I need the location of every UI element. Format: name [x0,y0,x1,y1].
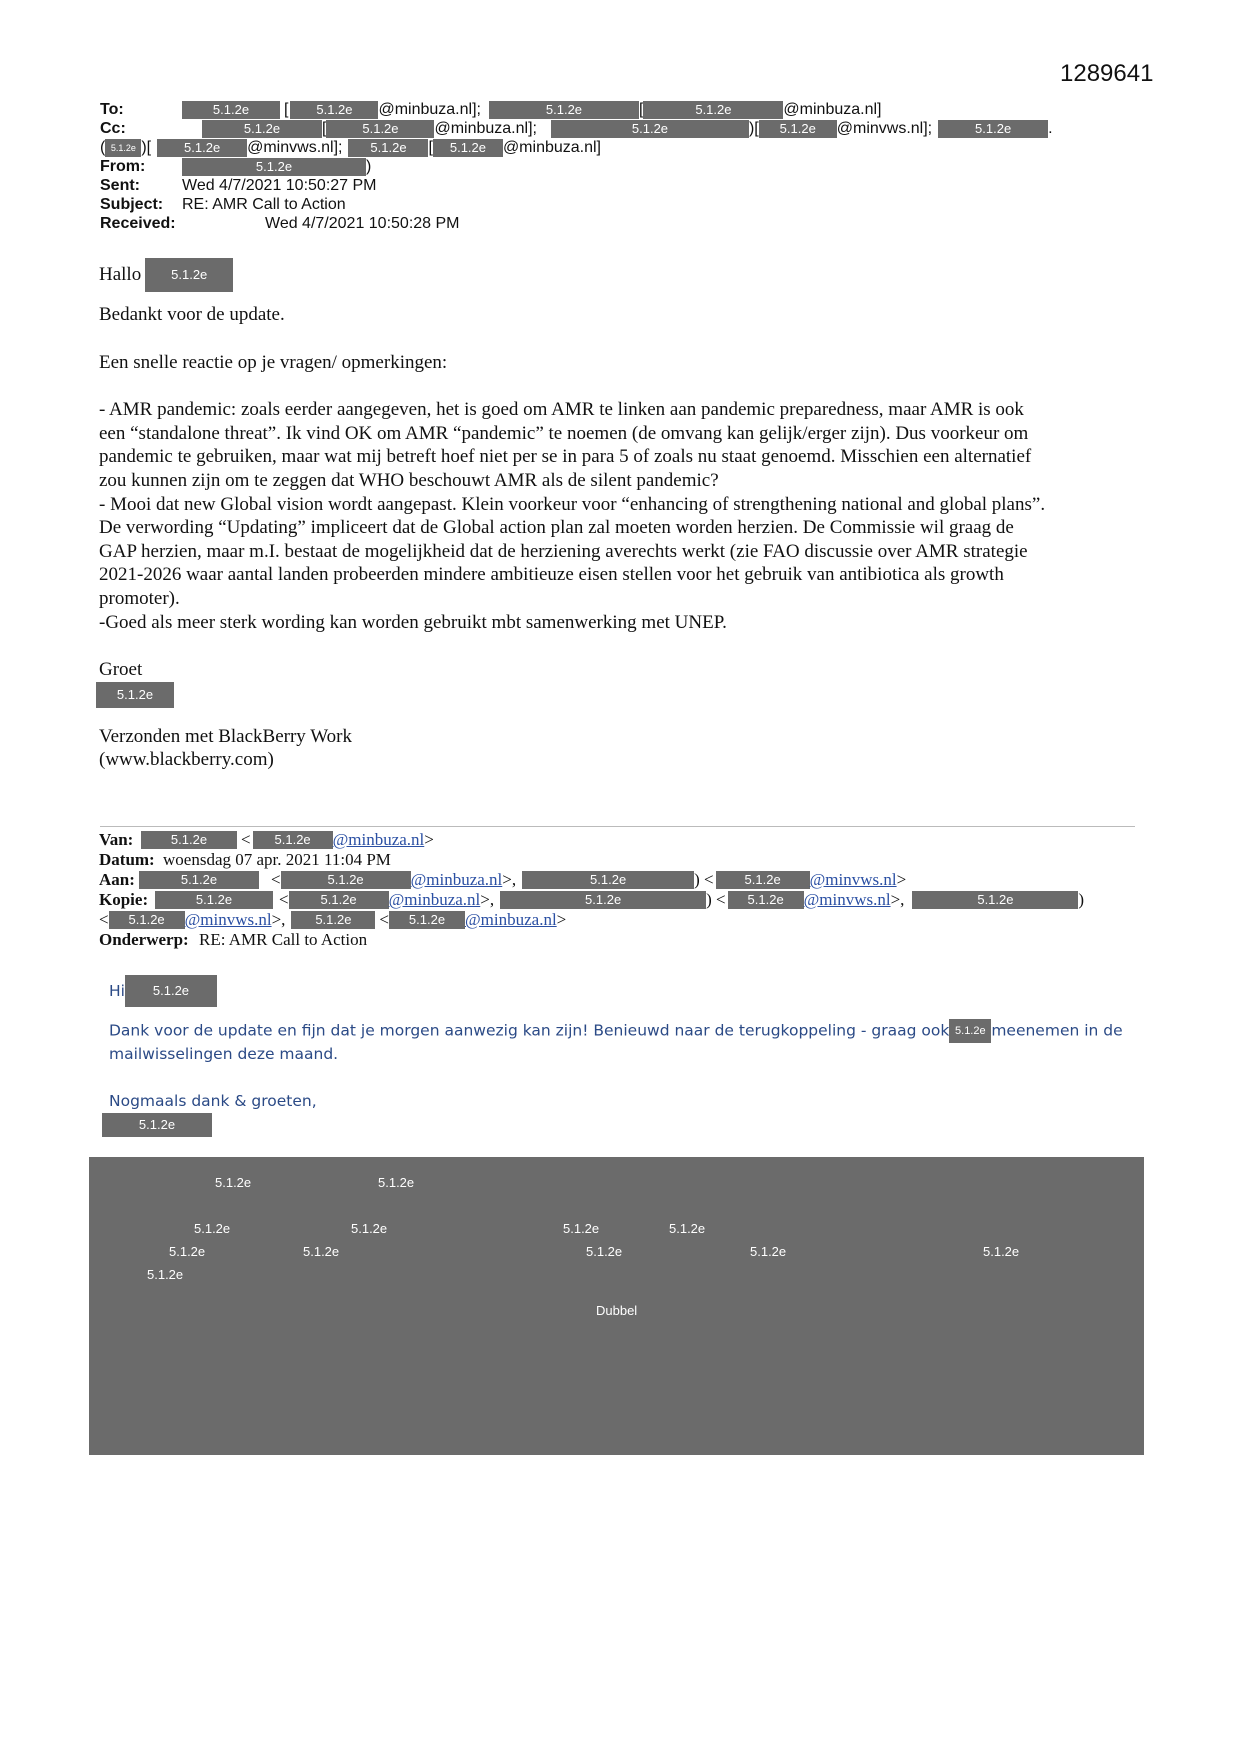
bullet2-line5: promoter). [99,587,180,609]
gt-text: > [424,830,434,849]
redaction: 5.1.2e [433,139,503,157]
email-domain: @minvws.nl]; [836,119,933,137]
closing-line: Groet [99,659,143,681]
quoted-message [109,975,1129,1137]
bullet1-line1: - AMR pandemic: zoals eerder aangegeven, het is goed om AMR te linken aan pandemic preparedness, maar AMR is ook [99,399,1024,421]
quoted-greeting: Hi [109,981,125,1000]
quoted-line1-start: Dank voor de update en fijn dat je morgen aanwezig kan zijn! Benieuwd naar de terugkoppeling - graag ook [109,1021,950,1040]
redaction-label: 5.1.2e [303,1244,340,1259]
redaction: 5.1.2e [145,258,233,292]
lt-text: < [379,910,389,929]
redaction-label: 5.1.2e [563,1221,600,1236]
redaction-label: 5.1.2e [215,1175,252,1190]
email-domain: @minbuza.nl] [502,138,601,156]
divider [100,826,1135,827]
bullet1-line3: pandemic te gebruiken, maar wat mij betreft hoef niet per se in para 5 of zoals nu staat genoemd. Misschien een alternatief [99,446,1032,468]
redaction: 5.1.2e [139,871,259,889]
kopie-label: Kopie: [99,890,149,909]
redaction: 5.1.2e [105,139,141,157]
email-link[interactable]: @minbuza.nl [332,830,425,849]
redaction: 5.1.2e [716,871,810,889]
onderwerp-row [99,930,1149,950]
sent-label: Sent: [100,176,140,194]
redaction: 5.1.2e [125,975,217,1007]
redaction: 5.1.2e [102,1113,212,1137]
redaction-label: 5.1.2e [750,1244,787,1259]
redaction: 5.1.2e [289,891,389,909]
cc-label: Cc: [100,119,126,137]
paren-text: ) [1078,890,1085,909]
bracket-text: [ [638,100,644,118]
redaction-label: 5.1.2e [351,1221,388,1236]
redaction: 5.1.2e [253,831,333,849]
redaction: 5.1.2e [202,120,322,138]
bullet1-line2: een “standalone threat”. Ik vind OK om AMR “pandemic” te noemen (de omvang kan gelijk/erger zijn). Dus voorkeur om [99,422,1029,444]
bracket-text: [ [322,119,327,137]
dubbel-label: Dubbel [596,1303,638,1318]
email-header [100,100,1100,233]
redaction: 5.1.2e [389,911,465,929]
quoted-closing: Nogmaals dank & groeten, [109,1092,317,1110]
datum-label: Datum: [99,850,155,869]
redaction: 5.1.2e [522,871,694,889]
email-domain: @minbuza.nl]; [434,119,537,137]
sent-value: Wed 4/7/2021 10:50:27 PM [182,176,377,194]
email-domain: @minbuza.nl]; [378,100,481,118]
email-link[interactable]: @minbuza.nl [388,890,481,909]
bullet2-line4: 2021-2026 waar aantal landen probeerden mindere ambitieuze eisen stellen voor het gebruik van antibiotica als growth [99,564,1004,586]
redaction: 5.1.2e [500,891,706,909]
greeting-line [99,258,1139,292]
redaction: 5.1.2e [291,911,375,929]
van-row [99,830,1149,850]
bracket-text: [ [284,100,289,118]
email-link[interactable]: @minvws.nl [184,910,272,929]
quoted-line1 [109,1019,1129,1043]
quoted-greeting-line [109,975,1129,1007]
aan-label: Aan: [99,870,135,889]
redaction: 5.1.2e [326,120,434,138]
paren-text: ( [100,138,106,156]
bullet3-line: -Goed als meer sterk wording kan worden gebruikt mbt samenwerking met UNEP. [99,611,727,633]
redaction-label: 5.1.2e [586,1244,623,1259]
aan-row [99,870,1149,890]
thanks-line: Bedankt voor de update. [99,304,285,325]
redaction: 5.1.2e [348,139,428,157]
onderwerp-label: Onderwerp: [99,930,189,949]
redaction-label: 5.1.2e [169,1244,206,1259]
redaction: 5.1.2e [643,101,783,119]
redaction-label: 5.1.2e [983,1244,1020,1259]
bullet2-line3: GAP herzien, maar m.I. bestaat de mogelijkheid dat de herziening averechts werkt (zie FAO discussie over AMR strategie [99,540,1028,562]
gt-text: > [556,910,567,929]
subject-row [100,195,1100,214]
redaction: 5.1.2e [728,891,804,909]
gt-text: >, [890,890,905,909]
received-value: Wed 4/7/2021 10:50:28 PM [265,214,460,232]
signature-line [99,682,1139,708]
sent-row [100,176,1100,195]
redaction: 5.1.2e [938,120,1048,138]
redaction: 5.1.2e [759,120,837,138]
redaction-label: 5.1.2e [378,1175,415,1190]
sent-with-line2: (www.blackberry.com) [99,749,274,771]
sent-with-line1: Verzonden met BlackBerry Work [99,725,352,747]
redaction: 5.1.2e [290,101,378,119]
lt-text: < [241,830,251,849]
lt-text: < [279,890,289,909]
redaction: 5.1.2e [281,871,411,889]
redaction: 5.1.2e [182,158,366,176]
to-row [100,100,1100,119]
paren-lt-text: ) < [706,890,726,909]
lt-text: < [271,870,281,889]
bullet2-line2: De verwording “Updating” impliceert dat de Global action plan zal moeten worden herzien. De Commissie wil graag de [99,517,1014,539]
email-link[interactable]: @minvws.nl [803,890,891,909]
datum-value: woensdag 07 apr. 2021 11:04 PM [163,850,391,869]
email-link[interactable]: @minbuza.nl [410,870,503,889]
email-body [99,258,1139,772]
redaction-label: 5.1.2e [147,1267,184,1282]
cc-row-continued [100,138,1100,157]
quoted-signature [109,1113,1129,1137]
from-label: From: [100,157,146,175]
email-domain: @minbuza.nl] [783,100,882,118]
paren-text: ) [366,157,372,175]
subject-value: RE: AMR Call to Action [182,195,346,213]
forwarded-header [99,830,1149,950]
intro-line: Een snelle reactie op je vragen/ opmerkingen: [99,351,448,373]
redaction: 5.1.2e [96,682,174,708]
kopie-row-continued [99,910,1149,930]
received-row [100,214,1100,233]
redaction: 5.1.2e [141,831,237,849]
gt-text: >, [502,870,517,889]
bullet2-line1: - Mooi dat new Global vision wordt aangepast. Klein voorkeur voor “enhancing of strengthening national and global plans”. [99,493,1046,515]
redaction-label: 5.1.2e [669,1221,706,1236]
redaction: 5.1.2e [489,101,639,119]
quoted-line1-end: meenemen in de [991,1021,1123,1040]
bracket-text: )[ [748,119,759,137]
redacted-duplicate-block [89,1157,1144,1455]
gt-text: >, [480,890,495,909]
from-row [100,157,1100,176]
quoted-line2: mailwisselingen deze maand. [109,1045,339,1063]
bracket-text: )[ [141,138,152,156]
redaction: 5.1.2e [155,891,273,909]
gt-text: > [896,870,907,889]
email-domain: @minvws.nl]; [247,138,343,156]
paren-lt-text: ) < [694,870,714,889]
subject-label: Subject: [100,195,164,213]
received-label: Received: [100,214,176,232]
redaction: 5.1.2e [912,891,1078,909]
email-link[interactable]: @minbuza.nl [465,910,557,929]
period-text: . [1048,119,1053,137]
gt-text: >, [271,910,286,929]
lt-text: < [99,910,109,929]
bullet1-line4: zou kunnen zijn om te zeggen dat WHO beschouwt AMR als de silent pandemic? [99,469,719,491]
onderwerp-value: RE: AMR Call to Action [199,930,368,949]
greeting: Hallo [99,264,142,286]
document-number: 1289641 [1060,60,1154,87]
redaction: 5.1.2e [949,1019,991,1043]
cc-row [100,119,1100,138]
redaction: 5.1.2e [182,101,280,119]
redaction: 5.1.2e [157,139,247,157]
email-link[interactable]: @minvws.nl [809,870,897,889]
redaction: 5.1.2e [109,911,185,929]
bracket-text: [ [428,138,433,156]
redaction-label: 5.1.2e [194,1221,231,1236]
kopie-row [99,890,1149,910]
to-label: To: [100,100,124,118]
van-label: Van: [99,830,134,849]
redaction: 5.1.2e [551,120,749,138]
datum-row [99,850,1149,870]
